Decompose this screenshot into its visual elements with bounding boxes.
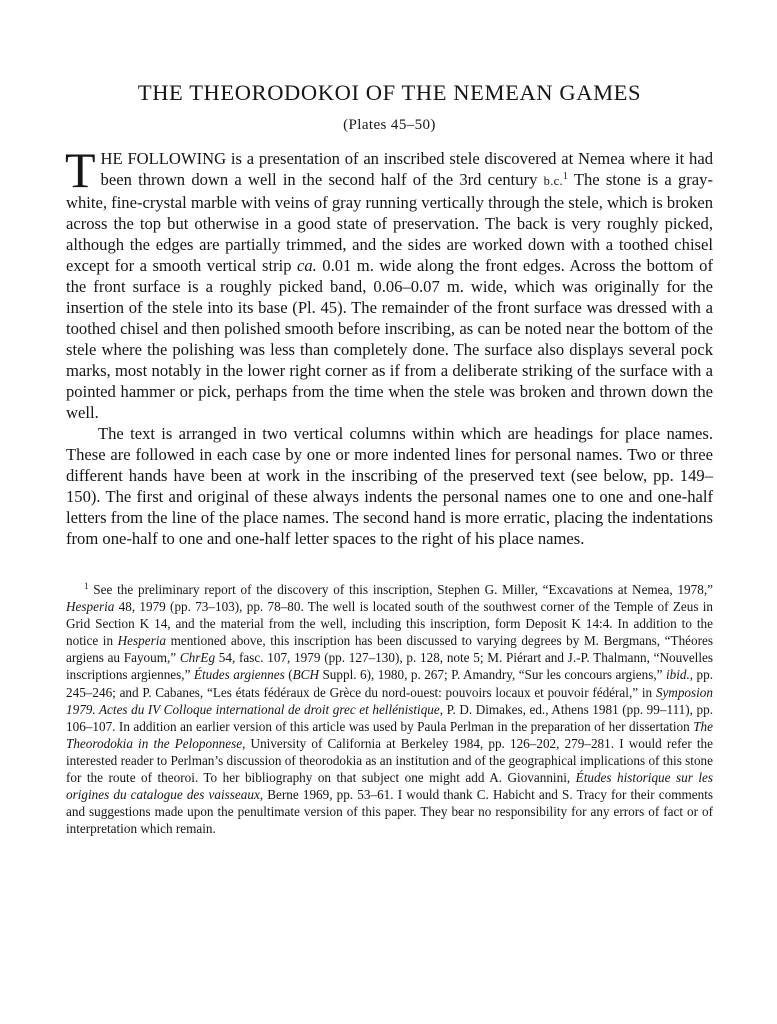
- fn-text-e: (: [284, 667, 293, 683]
- p1-text-b: The stone is a gray-white, fine-crystal marble with veins of gray running vertically through the stele, which is broken across the top but otherwise in a good state of preservation. The back is very roughly picked, although the edges are partially trimmed, and the sides are worked down with a toothed chisel except for a smooth vertical strip: [66, 170, 713, 275]
- footnote-number: 1: [84, 581, 89, 591]
- fn-bch: BCH: [292, 667, 319, 683]
- fn-text-f: Suppl. 6), 1980, p. 267; P. Amandry, “Sur les concours argiens,”: [319, 667, 666, 683]
- paragraph-1: [65, 142, 713, 423]
- fn-text-j: , Berne 1969, pp. 53–61. I would thank C. Habicht and S. Tracy for their comments and suggestions made upon the penultimate version of this paper. They bear no responsibility for any errors of fact or of interpretation which remain.: [66, 787, 714, 837]
- p1-text-a: HE FOLLOWING is a presentation of an inscribed stele discovered at Nemea where it had been thrown down a well in the second half of the 3rd century: [100, 149, 713, 189]
- fn-text-g: , pp. 245–246; and P. Cabanes, “Les états fédéraux de Grèce du nord-ouest: pouvoirs locaux et pouvoir fédéral,” in: [66, 667, 713, 700]
- fn-text-i: , University of California at Berkeley 1984, pp. 126–202, 279–281. I would refer the interested reader to Perlman’s discussion of theorodokia as an institution and of the geographical implications of this stone for the route of theoroi. To her bibliography on that subject one might add A. Giovannini,: [66, 735, 713, 786]
- fn-text-c: mentioned above, this inscription has been discussed to varying degrees by M. Bergmans, “Théores argiens au Fayoum,”: [66, 633, 714, 666]
- footnote-1: [66, 581, 713, 837]
- footnote-ref-1: 1: [562, 171, 568, 182]
- fn-theorodokia: The Theorodokia in the Peloponnese: [66, 718, 713, 751]
- fn-text-b: 48, 1979 (pp. 73–103), pp. 78–80. The well is located south of the southwest corner of the Temple of Zeus in Grid Section K 14, and the material from the well, including this inscription, form Deposit K 14:4. In addition to the notice in: [66, 599, 713, 649]
- fn-symposion: Symposion 1979. Actes du IV Colloque international de droit grec et hellénistique: [66, 684, 713, 717]
- fn-text-d: 54, fasc. 107, 1979 (pp. 127–130), p. 128, note 5; M. Piérart and J.-P. Thalmann, “Nouvelles inscriptions argiennes,”: [66, 650, 713, 683]
- paragraph-2: The text is arranged in two vertical columns within which are headings for place names. These are followed in each case by one or more indented lines for personal names. Two or three different hands have been at work in the inscribing of the preserved text (see below, pp. 149–150). The first and original of these always indents the personal names one to one and one-half letters from the line of the place names. The second hand is more erratic, placing the indentations from one-half to one and one-half letter spaces to the right of his place names.: [66, 424, 713, 548]
- fn-hesperia-2: Hesperia: [117, 633, 167, 649]
- fn-text-a: See the preliminary report of the discovery of this inscription, Stephen G. Miller, “Excavations at Nemea, 1978,”: [88, 582, 713, 597]
- fn-ibid: ibid.: [665, 667, 690, 683]
- ca-abbrev: ca.: [296, 256, 317, 275]
- fn-chreg: ChrEg: [179, 650, 216, 666]
- fn-etudes-historique: Études historique sur les origines du catalogue des vaisseaux: [66, 770, 713, 803]
- fn-hesperia-1: Hesperia: [66, 599, 115, 615]
- fn-text-h: , P. D. Dimakes, ed., Athens 1981 (pp. 99–111), pp. 106–107. In addition an earlier version of this article was used by Paula Perlman in the preparation of her dissertation: [66, 701, 714, 734]
- fn-etudes-argiennes: Études argiennes: [193, 667, 285, 683]
- plates-reference: [66, 117, 713, 134]
- plates-label: (Plates 45–50): [343, 117, 436, 133]
- body-text: [65, 142, 713, 549]
- drop-cap: T: [65, 142, 96, 198]
- p1-text-c: 0.01 m. wide along the front edges. Across the bottom of the front surface is a roughly picked band, 0.06–0.07 m. wide, which was originally for the insertion of the stele into its base (Pl. 45). The remainder of the front surface was dressed with a toothed chisel and then polished smooth before inscribing, as can be noted near the bottom of the stele where the polishing was less than completely done. The surface also displays several pock marks, most notably in the lower right corner as if from a deliberate striking of the surface with a pointed hammer or pick, perhaps from the time when the stele was broken and thrown down the well.: [66, 256, 713, 422]
- article-title: THE THEORODOKOI OF THE NEMEAN GAMES: [137, 80, 642, 105]
- bc-abbrev: b.c.: [543, 174, 563, 188]
